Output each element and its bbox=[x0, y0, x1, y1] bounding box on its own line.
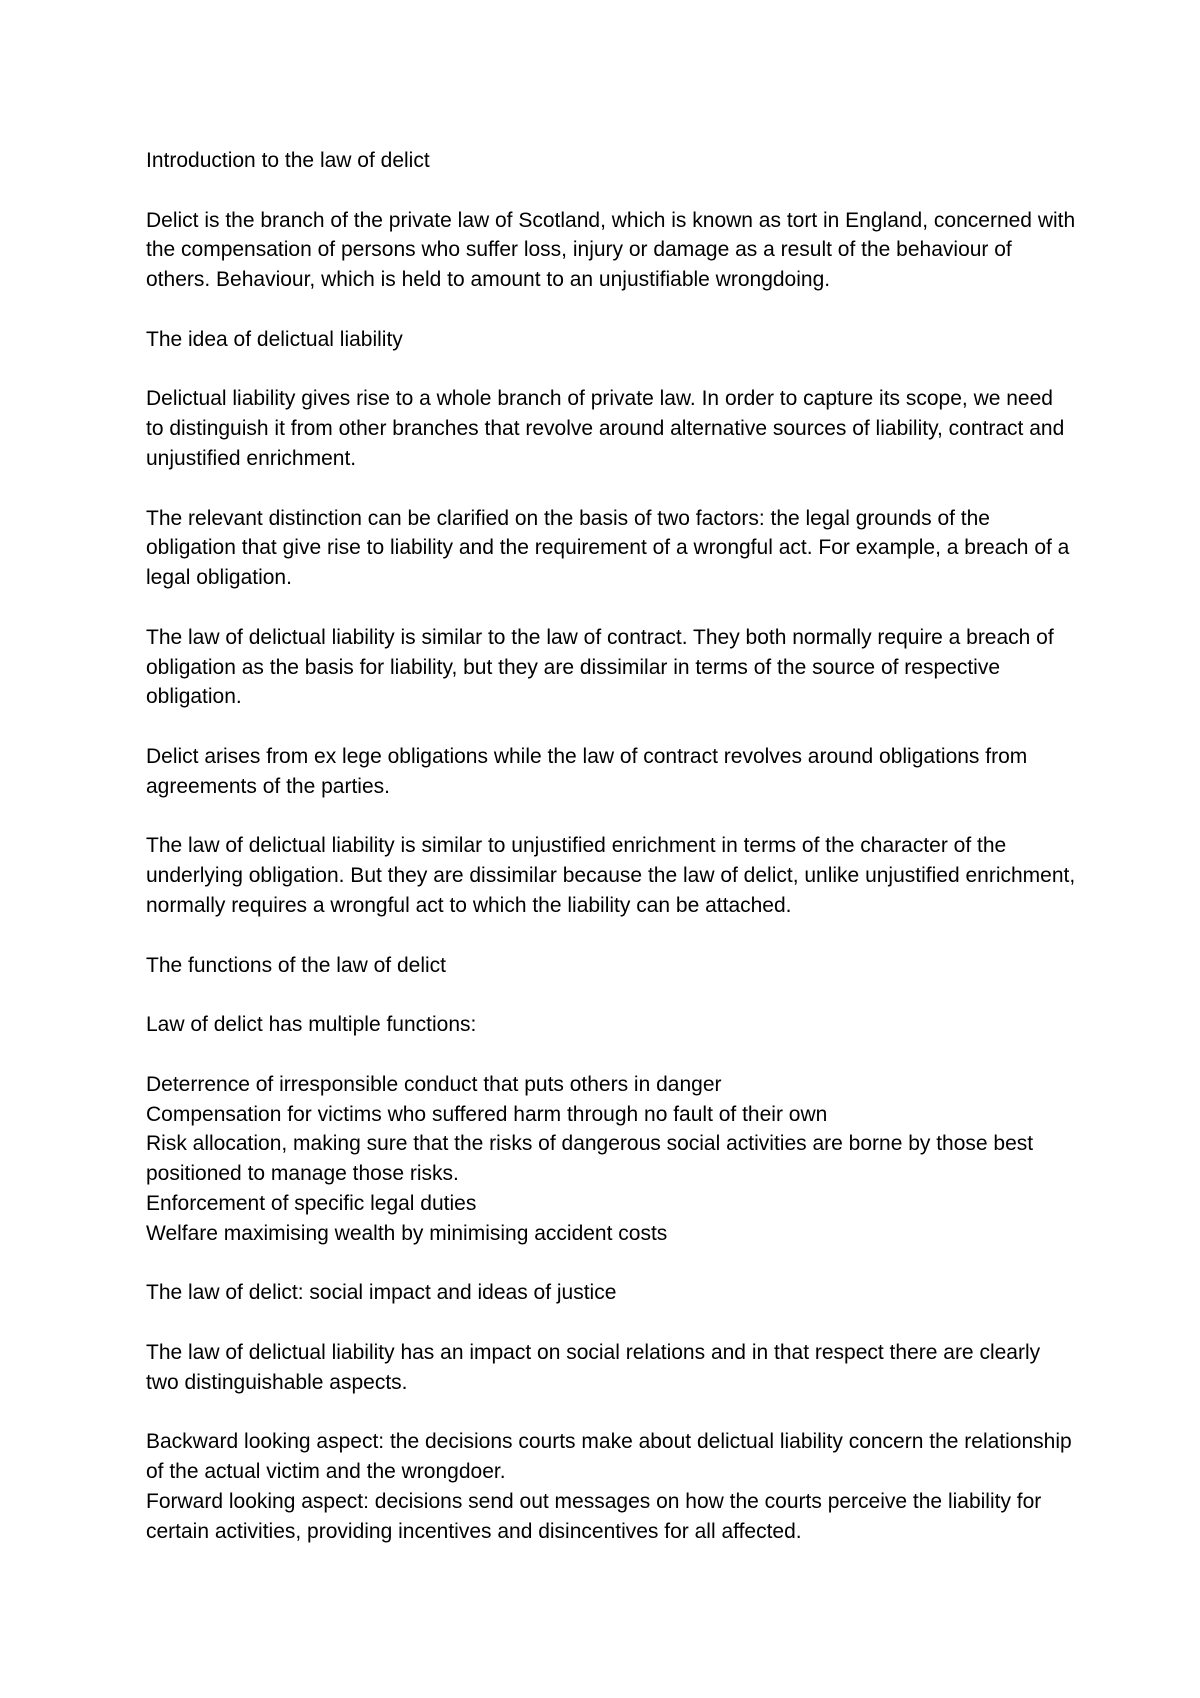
aspect-forward: Forward looking aspect: decisions send out messages on how the courts perceive the liability for certain activities, providing incentives and disincentives for all affected. bbox=[146, 1489, 1042, 1543]
list-item: Risk allocation, making sure that the risks of dangerous social activities are borne by those best positioned to manage those risks. bbox=[146, 1132, 1034, 1186]
social-paragraph-1: The law of delictual liability has an impact on social relations and in that respect there are clearly two distinguishable aspects. bbox=[146, 1340, 1041, 1394]
intro-paragraph: Delict is the branch of the private law of Scotland, which is known as tort in England, concerned with the compensation of persons who suffer loss, injury or damage as a result of the behaviour of others. Behaviour, which is held to amount to an unjustifiable wrongdoing. bbox=[146, 208, 1076, 292]
heading-idea-of-delictual-liability: The idea of delictual liability bbox=[146, 327, 403, 351]
aspects-list bbox=[146, 1427, 1076, 1546]
list-item: Enforcement of specific legal duties bbox=[146, 1191, 477, 1215]
list-item: Welfare maximising wealth by minimising accident costs bbox=[146, 1221, 668, 1245]
idea-paragraph-4: Delict arises from ex lege obligations while the law of contract revolves around obligations from agreements of the parties. bbox=[146, 744, 1028, 798]
list-item: Deterrence of irresponsible conduct that puts others in danger bbox=[146, 1072, 722, 1096]
list-item: Compensation for victims who suffered harm through no fault of their own bbox=[146, 1102, 828, 1126]
idea-paragraph-3: The law of delictual liability is similar to the law of contract. They both normally require a breach of obligation as the basis for liability, but they are dissimilar in terms of the source of respective obligation. bbox=[146, 625, 1054, 709]
document-title: Introduction to the law of delict bbox=[146, 149, 430, 172]
functions-intro: Law of delict has multiple functions: bbox=[146, 1013, 477, 1037]
heading-social-impact: The law of delict: social impact and ideas of justice bbox=[146, 1281, 617, 1305]
idea-paragraph-1: Delictual liability gives rise to a whole branch of private law. In order to capture its scope, we need to distinguish it from other branches that revolve around alternative sources of liability, contract and unjustified enrichment. bbox=[146, 387, 1065, 470]
idea-paragraph-5: The law of delictual liability is similar to unjustified enrichment in terms of the character of the underlying obligation. But they are dissimilar because the law of delict, unlike unjustified enrichment, normally requires a wrongful act to which the liability can be attached. bbox=[146, 834, 1076, 917]
document-body bbox=[146, 146, 1076, 1576]
aspect-backward: Backward looking aspect: the decisions courts make about delictual liability concern the relationship of the actual victim and the wrongdoer. bbox=[146, 1430, 1072, 1484]
idea-paragraph-2: The relevant distinction can be clarified on the basis of two factors: the legal grounds of the obligation that give rise to liability and the requirement of a wrongful act. For example, a breach of a legal obligation. bbox=[146, 506, 1070, 590]
functions-list bbox=[146, 1070, 1076, 1249]
heading-functions-of-delict: The functions of the law of delict bbox=[146, 953, 446, 977]
